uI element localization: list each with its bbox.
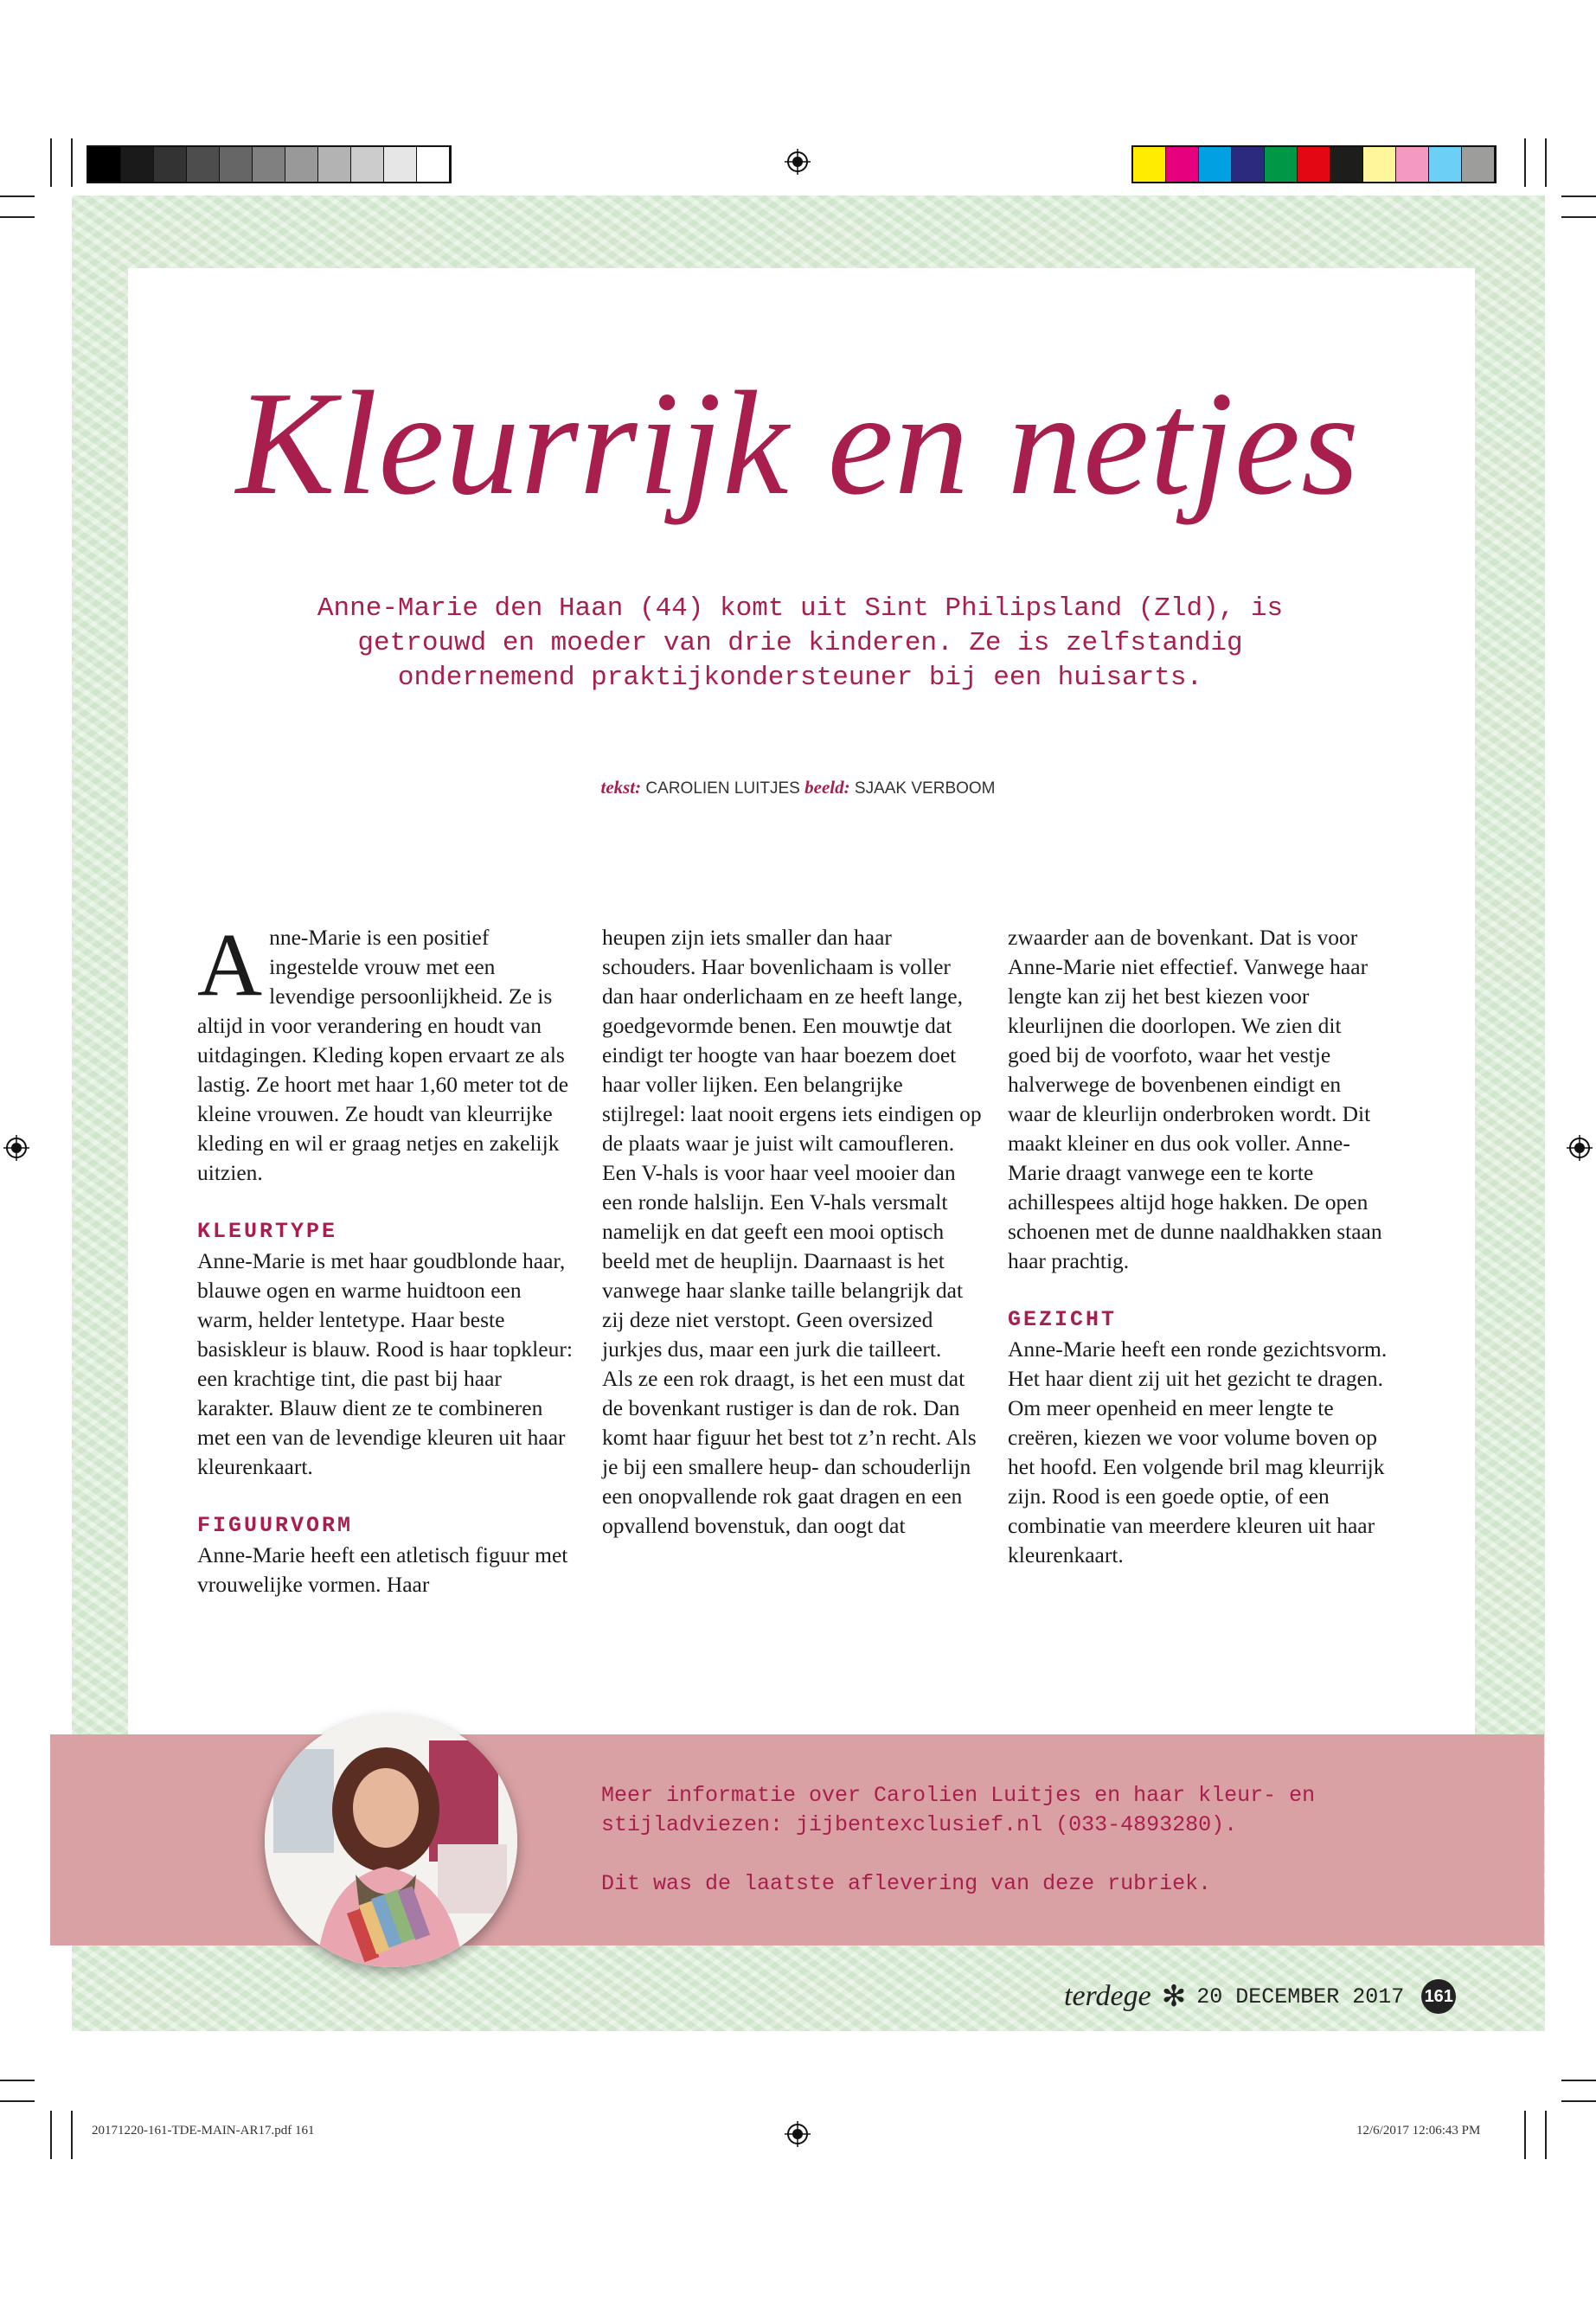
body-paragraph: Als ze een rok draagt, is het een must dat de bovenkant rustiger is dan de rok. Dan komt haar figuur het best tot z’n recht. Als je bij een smallere heup- dan schouderlijn een onopvallende rok gaat dragen en een opvallend bovenstuk, dan oogt dat xyxy=(602,1366,977,1538)
crop-mark xyxy=(71,138,73,187)
article-column-2 xyxy=(602,923,983,1541)
crop-mark xyxy=(1545,2111,1547,2159)
crop-mark xyxy=(50,138,52,187)
body-paragraph: Anne-Marie is met haar goudblonde haar, blauwe ogen en warme huidtoon een warm, helder lentetype. Haar beste basiskleur is blauw. Rood is haar topkleur: een krachtige tint, die past bij haar karakter. Blauw dient ze te combineren met een van de levendige kleuren uit haar kleurenkaart. xyxy=(197,1248,573,1479)
image-credit-label: beeld: xyxy=(804,777,850,798)
crop-mark xyxy=(1545,138,1547,187)
page-number: 161 xyxy=(1421,1979,1456,2014)
crop-mark xyxy=(1524,2111,1526,2159)
magazine-logo: terdege xyxy=(1064,1980,1151,2012)
registration-mark-icon xyxy=(785,2121,811,2147)
body-paragraph: Anne-Marie heeft een atletisch figuur met vrouwelijke vormen. Haar xyxy=(197,1542,568,1597)
body-paragraph: Anne-Marie is een positief ingestelde vrouw met een levendige persoonlijkheid. Ze is altijd in voor verandering en houdt van uitdagingen. Kleding kopen ervaart ze als lastig. Ze hoort met haar 1,60 meter tot de kleine vrouwen. Ze houdt van kleurrijke kleding en wil er graag netjes en zakelijk uitzien. xyxy=(197,915,569,1185)
crop-mark xyxy=(0,2100,35,2102)
article-title: Kleurrijk en netjes xyxy=(235,362,1361,526)
body-paragraph: heupen zijn iets smaller dan haar schouders. Haar bovenlichaam is voller dan haar onderlichaam en ze heeft lange, goedgevormde benen. Een mouwtje dat eindigt ter hoogte van haar boezem doet haar voller lijken. Een belangrijke stijlregel: laat nooit ergens iets eindigen op de plaats waar je juist wilt camoufleren. xyxy=(602,925,982,1156)
article-column-3 xyxy=(1008,923,1388,1570)
text-credit-name: CAROLIEN LUITJES xyxy=(645,779,800,798)
page-footer xyxy=(1064,1977,1456,2016)
crop-mark xyxy=(0,2080,35,2081)
author-photo xyxy=(265,1715,517,1967)
crop-mark xyxy=(1561,216,1596,218)
grayscale-color-bar xyxy=(87,145,452,183)
text-credit-label: tekst: xyxy=(600,777,642,798)
crop-mark xyxy=(0,216,35,218)
body-paragraph: Anne-Marie heeft een ronde gezichtsvorm. Het haar dient zij uit het gezicht te dragen. Om meer openheid en meer lengte te creëren, kiezen we voor volume boven op het hoofd. Een volgende bril mag kleurrijk zijn. Rood is een goede optie, of een combinatie van meerdere kleuren uit haar kleurenkaart. xyxy=(1008,1336,1388,1567)
article-column-1 xyxy=(197,915,578,1599)
body-paragraph: Een V-hals is voor haar veel mooier dan een ronde halslijn. Een V-hals versmalt namelijk en dat geeft een mooi optisch beeld met de heuplijn. Daarnaast is het vanwege haar slanke taille belangrijk dat zij deze niet verstopt. Geen oversized jurkjes dus, maar een jurk die tailleert. xyxy=(602,1160,964,1362)
crop-mark xyxy=(1561,195,1596,197)
crop-mark xyxy=(50,2111,52,2159)
section-heading-gezicht: GEZICHT xyxy=(1008,1307,1118,1332)
crop-mark xyxy=(0,195,35,197)
registration-mark-icon xyxy=(1567,1135,1593,1161)
print-slug-left: 20171220-161-TDE-MAIN-AR17.pdf 161 xyxy=(92,2124,315,2138)
issue-date: 20 DECEMBER 2017 xyxy=(1196,1984,1405,2009)
article-intro: Anne-Marie den Haan (44) komt uit Sint Philipsland (Zld), is getrouwd en moeder van drie kinderen. Ze is zelfstandig ondernemend praktijkondersteuner bij een huisarts. xyxy=(317,593,1284,693)
crop-mark xyxy=(71,2111,73,2159)
crop-mark xyxy=(1524,138,1526,187)
crop-mark xyxy=(1561,2080,1596,2081)
info-closing: Dit was de laatste aflevering van deze rubriek. xyxy=(601,1871,1212,1896)
info-contact: Meer informatie over Carolien Luitjes en haar kleur- en stijladviezen: jijbentexclusief.nl (033-4893280). xyxy=(601,1783,1316,1837)
crop-mark xyxy=(1561,2100,1596,2102)
print-slug-right: 12/6/2017 12:06:43 PM xyxy=(1356,2124,1481,2138)
registration-mark-icon xyxy=(785,149,811,175)
asterisk-icon: ✻ xyxy=(1161,1981,1187,2013)
info-text xyxy=(601,1781,1397,1899)
registration-mark-icon xyxy=(3,1135,29,1161)
drop-cap: A xyxy=(197,915,263,1015)
process-color-bar xyxy=(1131,145,1497,183)
body-paragraph: zwaarder aan de bovenkant. Dat is voor Anne-Marie niet effectief. Vanwege haar lengte kan zij het best kiezen voor kleurlijnen die doorlopen. We zien dit goed bij de voorfoto, waar het vestje halverwege de bovenbenen eindigt en waar de kleurlijn onderbroken wordt. Dit maakt kleiner en dus ook voller. Anne-Marie draagt vanwege een te korte achillespees altijd hoge hakken. De open schoenen met de dunne naaldhakken staan haar prachtig. xyxy=(1008,925,1382,1273)
section-heading-kleurtype: KLEURTYPE xyxy=(197,1219,338,1244)
image-credit-name: SJAAK VERBOOM xyxy=(854,779,996,798)
section-heading-figuurvorm: FIGUURVORM xyxy=(197,1513,354,1538)
article-credits xyxy=(0,777,1596,798)
